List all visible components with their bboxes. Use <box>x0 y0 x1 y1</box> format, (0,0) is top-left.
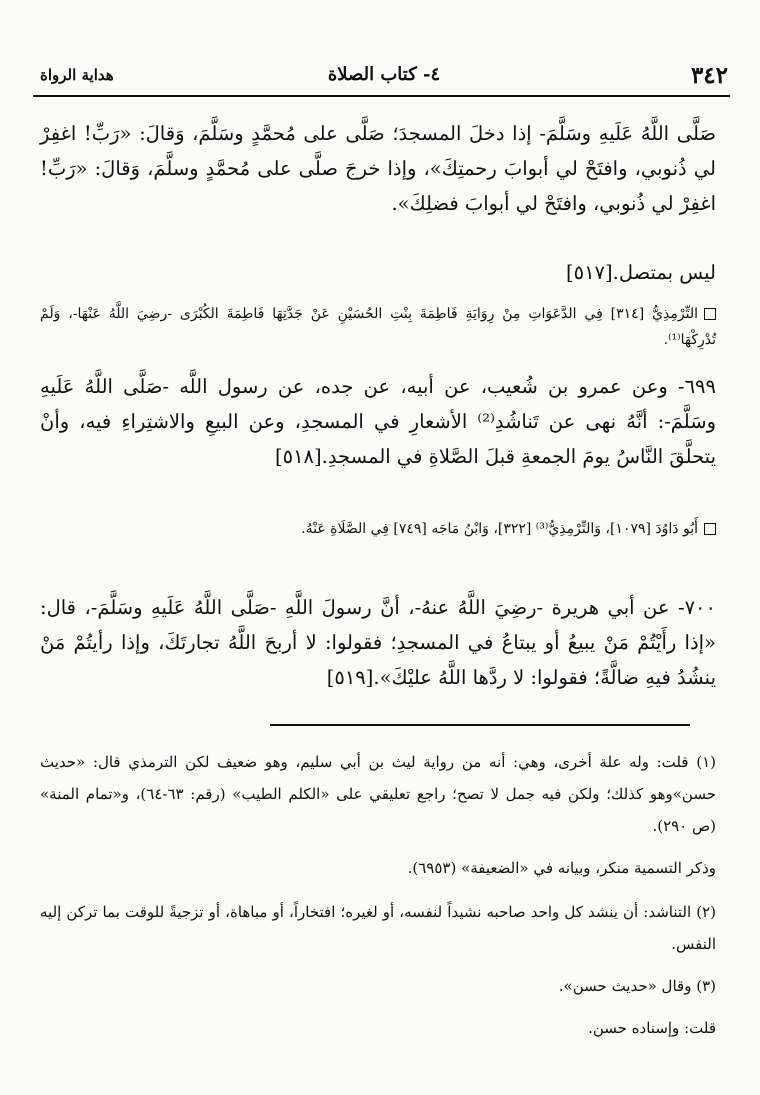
source-box-icon <box>704 308 716 320</box>
hadith-698-note: ليس بمتصل.[٥١٧] <box>566 261 716 284</box>
hadith-698-source <box>40 301 716 353</box>
hadith-700-text: ٧٠٠- عن أبي هريرة -رضِيَ اللَّهُ عنهُ-، أنَّ رسولَ اللَّهِ -صَلَّى اللَّهُ عَلَيهِ وسَلَّمَ-، قال: «إذا رأَيْتُمْ مَنْ يبيعُ أو يبتاعُ في المسجدِ؛ فقولوا: لا أربحَ اللَّهُ تجارتَكَ، وإذا رأيتُمْ مَنْ ينشُدُ فيهِ ضالَّةً؛ فقولوا: لا ردَّها اللَّهُ عليْكَ».[٥١٩] <box>40 596 716 689</box>
page-number: ٣٤٢ <box>690 62 728 89</box>
header-rule <box>33 95 730 97</box>
footnote-1-extra: وذكر التسمية منكر، وبيانه في «الضعيفة» (٦٩٥٣). <box>407 859 716 877</box>
chapter-title: ٤- كتاب الصلاة <box>327 64 441 85</box>
page-header <box>40 62 728 92</box>
footnote-3: (٣) وقال «حديث حسن». <box>558 977 716 995</box>
hadith-698-text: صَلَّى اللَّهُ عَلَيهِ وسَلَّمَ- إذا دخلَ المسجدَ؛ صَلَّى على مُحمَّدٍ وسَلَّمَ، وَقالَ: «رَبِّ! اغفِرْ لي ذُنوبي، وافتَحْ لي أبوابَ رحمتِكَ»، وإذا خرجَ صلَّى على مُحمَّدٍ وسلَّمَ، وَقالَ: «رَبِّ! اغفِرْ لي ذُنوبي، وافتَحْ لي أبوابَ فضلِكَ». <box>40 122 716 215</box>
hadith-699-source-text: أَبُو دَاوُدَ [١٠٧٩]، وَالتِّرْمِذِيُّ⁽³⁾ [٣٢٢]، وَابْنُ مَاجَه [٧٤٩] فِي الصَّلَاةِ عَنْهُ. <box>301 521 698 537</box>
hadith-699-text: ٦٩٩- وعن عمرو بن شُعيب، عن أبيه، عن جده، عن رسول اللَّه -صَلَّى اللَّهُ عَلَيهِ وسَلَّمَ-: أنَّهُ نهى عن تَناشُدِ⁽²⁾ الأشعارِ في المسجدِ، وعن البيعِ والاشتِراءِ فيه، وأنْ يتحلَّقَ النَّاسُ يومَ الجمعةِ قبلَ الصَّلاةِ في المسجدِ.[٥١٨] <box>40 375 716 468</box>
footnote-2: (٢) التناشد: أن ينشد كل واحد صاحبه نشيداً لنفسه، أو لغيره؛ افتخاراً، أو مباهاة، أو تزجيةً للوقت بما تركن إليه النفس. <box>40 903 716 953</box>
footnote-rule <box>270 724 690 726</box>
hadith-699-source <box>40 516 716 542</box>
book-title: هداية الرواة <box>40 66 114 84</box>
source-box-icon <box>704 523 716 535</box>
hadith-698-source-text: التِّرْمِذِيُّ [٣١٤] فِي الدَّعَوَاتِ مِنْ رِوَايَةِ فَاطِمَةَ بِنْتِ الحُسَيْنِ عَنْ جَدَّتِهَا فَاطِمَةَ الكُبْرَى -رضِيَ اللَّهُ عَنْهَا-، وَلَمْ تُدْرِكْهَا⁽¹⁾. <box>40 306 716 348</box>
footnote-3-extra: قلت: وإسناده حسن. <box>588 1019 716 1037</box>
footnote-1: (١) قلت: وله علة أخرى، وهي: أنه من رواية ليث بن أبي سليم، وهو ضعيف لكن الترمذي قال: «حديث حسن»وهو كذلك؛ ولكن فيه جمل لا تصح؛ راجع تعليقي على «الكلم الطيب» (رقم: ٦٣-٦٤)، و«تمام المنة» (ص ٢٩٠). <box>40 753 716 835</box>
